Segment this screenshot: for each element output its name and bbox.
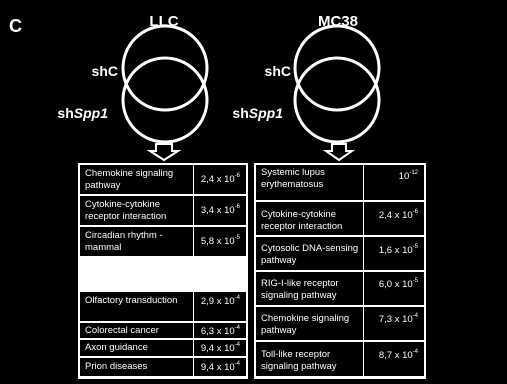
column-divider — [193, 196, 194, 225]
p-value: 9,4 x $10^{-4}$ — [200, 361, 240, 373]
column-divider — [363, 202, 364, 235]
pathway-term: Circadian rhythm - mammal — [85, 230, 163, 253]
column-divider — [363, 342, 364, 376]
column-divider — [193, 340, 194, 356]
table-row — [80, 227, 246, 256]
venn-right — [295, 26, 379, 142]
panel-letter: C — [9, 16, 22, 36]
table-row — [80, 165, 246, 194]
column-divider — [193, 227, 194, 256]
pathway-term: Olfactory transduction — [85, 295, 178, 306]
pathway-term: Systemic lupus erythematosus — [261, 167, 325, 190]
pathway-term: Colorectal cancer — [85, 325, 159, 336]
table-row — [256, 307, 424, 340]
table-row — [80, 323, 246, 338]
table-row — [80, 358, 246, 376]
column-divider — [193, 358, 194, 376]
down-arrow-right-icon — [326, 144, 352, 160]
pathway-term: Cytosolic DNA-sensing pathway — [261, 243, 359, 266]
column-divider — [193, 165, 194, 194]
table-row — [256, 237, 424, 270]
column-divider — [193, 292, 194, 321]
table-row — [80, 340, 246, 356]
p-value: 5,8 x $10^{-5}$ — [200, 235, 240, 247]
pathway-term: Chemokine signaling pathway — [85, 168, 174, 191]
table-row — [256, 342, 424, 376]
venn-left-label-bottom: shSpp1 — [57, 105, 108, 121]
venn-right-label-bottom: shSpp1 — [232, 105, 283, 121]
p-value: 6,3 x $10^{-4}$ — [200, 325, 240, 337]
venn-right-title: MC38 — [317, 13, 358, 30]
venn-right-label-top: shC — [264, 63, 291, 79]
pathway-term: Prion diseases — [85, 361, 148, 372]
pathway-term: RIG-I-like receptor signaling pathway — [261, 278, 339, 301]
p-value: 9,4 x $10^{-4}$ — [200, 342, 240, 354]
column-divider — [193, 323, 194, 338]
venn-left-title: LLC — [149, 13, 179, 30]
column-divider — [363, 237, 364, 270]
p-value: 3,4 x $10^{-6}$ — [200, 204, 240, 216]
pathway-term: Axon guidance — [85, 342, 148, 353]
table-left — [78, 163, 248, 379]
table-row — [256, 202, 424, 235]
pathway-term: Toll-like receptor signaling pathway — [261, 349, 337, 372]
p-value: 7,3 x $10^{-4}$ — [378, 313, 418, 325]
table-row — [80, 292, 246, 321]
table-row — [80, 196, 246, 225]
p-value: 6,0 x $10^{-5}$ — [378, 278, 418, 290]
venn-left-label-top: shC — [91, 63, 118, 79]
p-value: 2,4 x $10^{-6}$ — [378, 209, 418, 221]
pathway-term: Cytokine-cytokine receptor interaction — [85, 199, 167, 222]
p-value: 2,4 x $10^{-6}$ — [200, 173, 240, 185]
table-row — [256, 272, 424, 305]
venn-left — [123, 26, 207, 142]
pathway-term: Cytokine-cytokine receptor interaction — [261, 209, 343, 232]
column-divider — [363, 272, 364, 305]
table-row — [256, 165, 424, 200]
p-value: 8,7 x $10^{-4}$ — [378, 349, 418, 361]
down-arrow-left-icon — [150, 144, 178, 160]
pathway-term: Chemokine signaling pathway — [261, 313, 350, 336]
column-divider — [363, 165, 364, 200]
p-value: 2,9 x $10^{-4}$ — [200, 295, 240, 307]
table-row — [80, 258, 246, 290]
table-right — [254, 163, 426, 379]
p-value: $10^{-12}$ — [398, 170, 418, 182]
column-divider — [363, 307, 364, 340]
p-value: 1,6 x $10^{-5}$ — [378, 244, 418, 256]
